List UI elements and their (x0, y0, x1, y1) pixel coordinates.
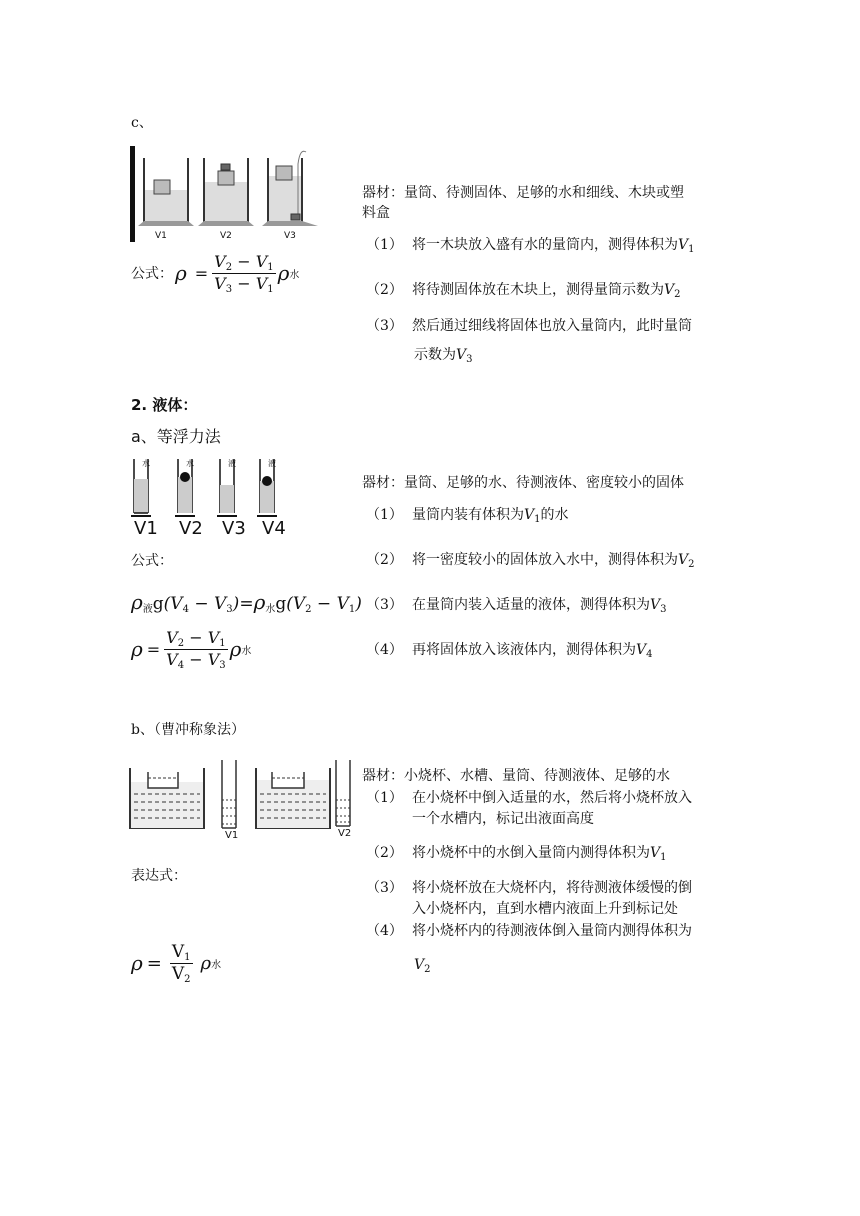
step-b-2: （2） 将小烧杯中的水倒入量筒内测得体积为$V_1$ (366, 845, 667, 863)
fraction: $\frac{V_2 - V_1}{V_3 - V_1}$ (214, 251, 274, 295)
cyl-label-3: 液 (228, 459, 236, 468)
cyl-label-2: 水 (186, 459, 194, 468)
equation-2a: ρ液$g(V_4 - V_3)=\rho$水$g(V_2 - V_1)$ (131, 590, 362, 615)
step-c-3-cont: 示数为$V_3$ (414, 347, 473, 365)
cyl-label-1: 水 (142, 459, 150, 468)
formula-prefix: 公式： (131, 266, 173, 282)
fig-2a-label-v3: V3 (222, 518, 246, 539)
figure-c-solid-density (126, 144, 326, 244)
step-c-1: （1） 将一木块放入盛有水的量筒内，测得体积为$V_1$ (366, 237, 695, 255)
fig-2a-label-v4: V4 (262, 518, 286, 539)
equipment-b: 器材：小烧杯、水槽、量筒、待测液体、足够的水 (362, 768, 670, 784)
fig-2a-label-v2: V2 (179, 518, 203, 539)
fig-c-label-v2: V2 (220, 231, 232, 241)
fig-c-label-v3: V3 (284, 231, 296, 241)
expr-label: 表达式： (131, 868, 187, 884)
equipment-c-cont: 料盒 (362, 205, 390, 221)
step-b-4: （4） 将小烧杯内的待测液体倒入量筒内测得体积为 (366, 923, 692, 939)
formula-c: 公式： ρ = $\frac{V_2 - V_1}{V_3 - V_1}$ ρ 水 (131, 251, 300, 295)
step-2a-3: （3） 在量筒内装入适量的液体，测得体积为$V_3$ (366, 597, 667, 615)
step-c-3: （3） 然后通过细线将固体也放入量筒内，此时量筒 (366, 318, 692, 334)
fig-b-label-v1: V1 (225, 830, 239, 841)
step-b-1-cont: 一个水槽内，标记出液面高度 (412, 811, 594, 827)
fig-2a-label-v1: V1 (134, 518, 158, 539)
section-2-heading: 2. 液体： (131, 396, 198, 414)
rho-water-symbol: ρ (277, 261, 290, 285)
equipment-c: 器材：量筒、待测固体、足够的水和细线、木块或塑 (362, 185, 684, 201)
cylinder-b-1 (222, 760, 236, 828)
step-c-2: （2） 将待测固体放在木块上，测得量筒示数为$V_2$ (366, 282, 681, 300)
equipment-2a: 器材：量筒、足够的水、待测液体、密度较小的固体 (362, 475, 684, 491)
water-subscript: 水 (289, 269, 300, 281)
formula-b: ρ = $\frac{V_1}{V_2}$ ρ 水 (131, 941, 222, 985)
cylinder-1 (138, 158, 194, 226)
tank-1 (130, 768, 204, 828)
cylinder-b-2 (336, 760, 350, 826)
step-b-3-cont: 入小烧杯内，直到水槽内液面上升到标记处 (412, 901, 678, 917)
figure-b-caochong (126, 756, 356, 846)
cyl-label-4: 液 (268, 459, 276, 468)
rho-symbol: ρ (175, 261, 187, 285)
section-b-label: b、（曹冲称象法） (131, 722, 245, 738)
formula-2a: ρ = $\frac{V_2 - V_1}{V_4 - V_3}$ ρ 水 (131, 627, 252, 671)
fig-b-label-v2: V2 (338, 828, 352, 839)
step-b-3: （3） 将小烧杯放在大烧杯内，将待测液体缓慢的倒 (366, 880, 692, 896)
step-2a-4: （4） 再将固体放入该液体内，测得体积为$V_4$ (366, 642, 653, 660)
step-b-4-cont: $V_2$ (414, 957, 431, 975)
section-2a-label: a、等浮力法 (131, 427, 221, 446)
cylinder-2 (198, 158, 254, 226)
vertical-bar (130, 146, 135, 242)
step-2a-1: （1） 量筒内装有体积为$V_1$的水 (366, 507, 569, 525)
section-c-label: c、 (131, 115, 153, 131)
fig-c-label-v1: V1 (155, 231, 167, 241)
step-b-1: （1） 在小烧杯中倒入适量的水，然后将小烧杯放入 (366, 790, 692, 806)
step-2a-2: （2） 将一密度较小的固体放入水中，测得体积为$V_2$ (366, 552, 695, 570)
tank-2 (256, 768, 330, 828)
cylinder-3 (262, 151, 318, 226)
formula-2a-label: 公式： (131, 553, 173, 569)
